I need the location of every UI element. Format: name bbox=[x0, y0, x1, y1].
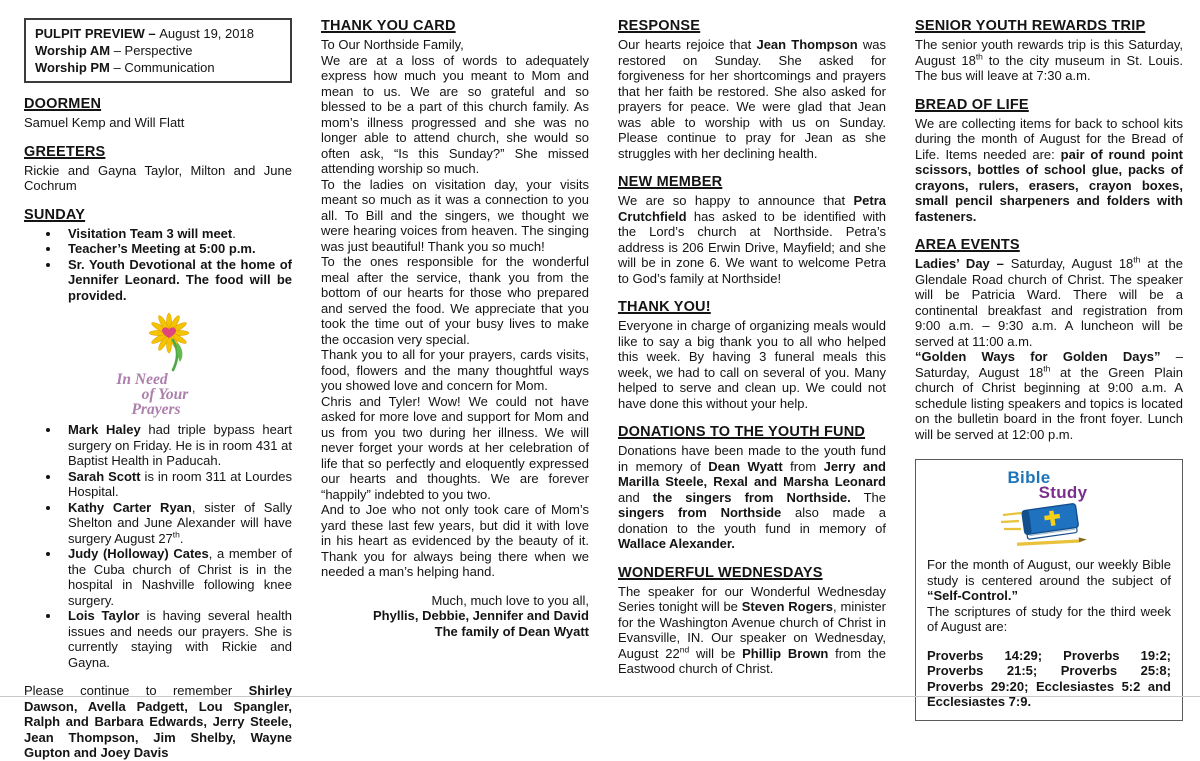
text-run: and bbox=[618, 489, 653, 505]
text-run: at the Green Plain church of Christ beginning at 9:00 a.m. A schedule listing speakers and topics is located on the bulletin board in the front foyer. Lunch will be served at 12:00 p.m. bbox=[915, 364, 1183, 442]
text-run: , minister for the Washington Avenue church of Christ in Evansville, IN. Our speaker on Wednesday, August 22 bbox=[618, 599, 886, 661]
paragraph bbox=[24, 163, 292, 194]
text-run: at the Glendale Road church of Christ. The speaker will be Patricia Ward. There will be a continental breakfast and registration from 9:00 a.m. – 9:30 a.m. A luncheon will be served at 11:00 a.m. bbox=[915, 256, 1183, 349]
superscript: th bbox=[172, 529, 180, 540]
text-run-bold: Jean Thompson bbox=[756, 37, 858, 52]
paragraph bbox=[927, 604, 1171, 635]
text-run: from the Eastwood church of Christ. bbox=[618, 645, 886, 676]
pulpit-preview-box bbox=[24, 18, 292, 83]
text-run-bold: Wallace Alexander. bbox=[618, 536, 735, 551]
bible-book-icon bbox=[999, 503, 1099, 549]
section-heading bbox=[915, 18, 1183, 35]
text-run-bold: singers from Northside bbox=[618, 505, 782, 520]
section-heading-text: GREETERS bbox=[24, 143, 106, 160]
text-run: The scriptures of study for the third week of August are: bbox=[927, 603, 1171, 634]
section-heading-text: DONATIONS TO THE YOUTH FUND bbox=[618, 424, 866, 440]
section-heading-text: SENIOR YOUTH REWARDS TRIP bbox=[915, 18, 1146, 34]
paragraph bbox=[321, 347, 589, 394]
list-item bbox=[61, 257, 292, 304]
list-item bbox=[61, 241, 292, 257]
paragraph bbox=[927, 557, 1171, 604]
section-heading bbox=[321, 18, 589, 35]
section-heading bbox=[915, 97, 1183, 114]
text-run: . bbox=[179, 530, 184, 546]
text-run-bold: the singers from Northside. bbox=[652, 489, 851, 505]
text-run: Chris and Tyler! Wow! We could not have asked for more love and support for Mom and us from you two during her illness. We will never forget your words at her celebration of life that so perfectly and eloquently expressed our hearts and thoughts. We are forever “happily” indebted to you two. bbox=[321, 393, 589, 502]
text-run: is having several health issues and needs our prayers. She is currently staying with Rickie and Gayna. bbox=[68, 608, 292, 670]
paragraph bbox=[321, 608, 589, 624]
section-heading bbox=[618, 424, 886, 441]
text-run-bold: Steven Rogers bbox=[741, 599, 834, 614]
text-run: We are so happy to announce that bbox=[618, 193, 854, 208]
list-item bbox=[61, 226, 292, 242]
text-run bbox=[976, 53, 983, 68]
paragraph bbox=[618, 443, 886, 552]
list-item bbox=[61, 546, 292, 608]
paragraph bbox=[321, 177, 589, 255]
section-heading-text: BREAD OF LIFE bbox=[915, 96, 1029, 113]
text-run-bold: Lois Taylor bbox=[68, 608, 140, 623]
column-2 bbox=[321, 18, 589, 761]
paragraph bbox=[915, 116, 1183, 225]
bible-study-logo bbox=[927, 469, 1171, 549]
paragraph bbox=[321, 254, 589, 347]
text-run-bold: Dean Wyatt bbox=[708, 458, 783, 474]
superscript: th bbox=[1133, 254, 1141, 265]
text-run: is in room 311 at Lourdes Hospital. bbox=[68, 468, 292, 499]
text-run: had triple bypass heart surgery on Friday. He is in room 431 at Baptist Health in Paducah. bbox=[68, 422, 293, 468]
section-heading-text: DOORMEN bbox=[24, 96, 102, 112]
text-run: The speaker for our Wonderful Wednesday Series tonight will be bbox=[618, 583, 886, 614]
text-run-bold: The family of Dean Wyatt bbox=[434, 623, 589, 639]
text-run: The senior youth rewards trip is this Saturday, August 18 bbox=[915, 37, 1183, 68]
section-heading-text: NEW MEMBER bbox=[618, 174, 723, 190]
prayers-caption-line: Prayers bbox=[131, 401, 181, 418]
text-run-bold: Proverbs 14:29; Proverbs 19:2; Proverbs 21:5; Proverbs 25:8; Proverbs 29:20; Ecclesiastes 5:2 and Ecclesiastes 7:9. bbox=[927, 647, 1171, 709]
box-line bbox=[35, 42, 281, 59]
text-run: Please continue to remember bbox=[24, 683, 249, 698]
paragraph bbox=[24, 683, 292, 761]
list-item bbox=[61, 469, 292, 500]
text-run-bold: Phillip Brown bbox=[742, 645, 829, 661]
superscript: nd bbox=[679, 644, 690, 655]
text-run-bold: Worship PM bbox=[35, 60, 114, 75]
text-run-bold: Kathy Carter Ryan bbox=[68, 499, 192, 515]
page-bottom-rule bbox=[0, 696, 1200, 697]
paragraph bbox=[927, 648, 1171, 710]
bullet-list bbox=[24, 422, 292, 670]
section-heading-text: AREA EVENTS bbox=[915, 237, 1020, 253]
text-run: We are at a loss of words to adequately express how much you meant to Mom and mean to us. We are so grateful and so blessed to be a part of this church family. As mom’s illness progressed and she was no longer able to attend church, she would so often ask, “Is this Sunday?” She missed attending worship so much. bbox=[321, 52, 589, 176]
text-run: Rickie and Gayna Taylor, Milton and June Cochrum bbox=[24, 162, 292, 193]
text-run-bold: pair of round point scissors, bottles of school glue, packs of crayons, rulers, erasers, crayon boxes, small pencil sharpeners and folders with fasteners. bbox=[915, 146, 1183, 224]
paragraph bbox=[618, 193, 886, 286]
bible-logo-word: Study bbox=[1038, 483, 1088, 502]
section-heading-text: SUNDAY bbox=[24, 206, 86, 223]
section-heading bbox=[618, 299, 886, 316]
bullet-list bbox=[24, 226, 292, 304]
text-run: Donations have been made to the youth fund in memory of bbox=[618, 443, 886, 474]
text-run: Much, much love to you all, bbox=[431, 592, 589, 608]
text-run bbox=[173, 531, 180, 546]
text-run: The bbox=[850, 489, 886, 505]
list-item bbox=[61, 422, 292, 469]
text-run: To the ladies on visitation day, your visits meant so much as it was a connection to you all. To Bill and the singers, we thought we were hearing voices from heaven. The singing was just beautiful! Thank you so much! bbox=[321, 176, 589, 254]
bible-book-icon-wrap bbox=[927, 503, 1171, 549]
text-run: Everyone in charge of organizing meals would like to say a big thank you to all who helped this week. By having 3 funeral meals this week, we had to call on several of you. Many helped to serve and clean up. We could not have done this without your help. bbox=[618, 318, 886, 411]
text-run: – Communication bbox=[113, 60, 215, 75]
paragraph bbox=[321, 593, 589, 609]
text-run: – Saturday, August 18 bbox=[915, 349, 1183, 380]
list-item bbox=[61, 608, 292, 670]
text-run-bold: “Golden Ways for Golden Days” bbox=[915, 349, 1161, 364]
prayers-caption-line: In Need bbox=[116, 371, 168, 388]
text-run: was restored on Sunday. She asked for forgiveness for her shortcomings and prayers that her faith be restored. She also asked for prayers for peace. We were glad that Jean was able to worship with us on Sunday. Please continue to pray for Jean as she struggles with her declining health. bbox=[618, 37, 887, 161]
box-line bbox=[35, 25, 281, 42]
text-run-bold: Shirley Dawson, Avella Padgett, Lou Spangler, Ralph and Barbara Edwards, Jerry Steele, Jean Thompson, Jim Shelby, Wayne Gupton and Joey Davis bbox=[24, 683, 292, 760]
paragraph bbox=[618, 584, 886, 677]
text-run: , a member of the Cuba church of Christ is in the hospital in Nashville following knee surgery. bbox=[68, 546, 292, 608]
text-run-bold: Worship AM bbox=[35, 43, 114, 58]
text-run: also made a donation to the youth fund in memory of bbox=[618, 505, 887, 536]
text-run: has asked to be identified with the Lord’s church at Northside. Petra’s address is 206 Erwin Drive, Mayfield; and she will be in zone 6. We want to welcome Petra to God’s family at Northside! bbox=[618, 208, 886, 286]
text-run-bold: Judy (Holloway) Cates bbox=[68, 546, 209, 561]
text-run: For the month of August, our weekly Bible study is centered around the subject of bbox=[927, 557, 1171, 588]
text-run-bold: Jerry and Marilla Steele, Rexal and Marsha Leonard bbox=[618, 458, 886, 489]
text-run: , sister of Sally Shelton and June Alexander will have surgery August 27 bbox=[68, 499, 292, 546]
section-heading-text: THANK YOU! bbox=[618, 299, 711, 315]
text-run bbox=[680, 646, 689, 661]
column-1 bbox=[24, 18, 292, 761]
text-run-bold: “Self-Control.” bbox=[927, 588, 1018, 603]
text-run: will be bbox=[689, 645, 743, 661]
text-run-bold: Visitation Team 3 will meet bbox=[68, 225, 233, 241]
text-run-bold: Mark Haley bbox=[68, 422, 141, 437]
paragraph bbox=[915, 37, 1183, 84]
paragraph bbox=[321, 502, 589, 580]
text-run-bold: Phyllis, Debbie, Jennifer and David bbox=[372, 608, 589, 623]
text-run-bold: PULPIT PREVIEW – bbox=[35, 26, 160, 41]
section-heading-text: WONDERFUL WEDNESDAYS bbox=[618, 564, 823, 581]
text-run: To the ones responsible for the wonderful meal after the service, thank you from the bottom of our hearts for those who prepared and served the food. We appreciate that you took the time out of your busy lives to make the occasion very special. bbox=[321, 254, 589, 347]
text-run: To Our Northside Family, bbox=[321, 37, 464, 52]
text-run: Saturday, August 18 bbox=[1010, 256, 1134, 271]
in-need-of-prayers-graphic bbox=[24, 312, 292, 417]
section-heading bbox=[24, 207, 292, 224]
column-3 bbox=[618, 18, 886, 761]
text-run: August 19, 2018 bbox=[159, 26, 254, 41]
list-item bbox=[61, 500, 292, 547]
section-heading-text: RESPONSE bbox=[618, 18, 701, 34]
paragraph bbox=[321, 624, 589, 640]
section-heading bbox=[915, 237, 1183, 254]
section-heading bbox=[24, 144, 292, 161]
text-run-bold: Sr. Youth Devotional at the home of Jennifer Leonard. The food will be provided. bbox=[68, 256, 292, 303]
box-line bbox=[35, 59, 281, 76]
text-run: – Perspective bbox=[113, 43, 193, 58]
superscript: th bbox=[1043, 363, 1051, 374]
text-run: And to Joe who not only took care of Mom’s yard these last few years, but did it with love in his heart as evidenced by the beauty of it. Thank you for always being there when we needed a man’s helping hand. bbox=[321, 502, 589, 579]
text-run: from bbox=[782, 458, 824, 474]
text-run: to the city museum in St. Louis. The bus will leave at 7:30 a.m. bbox=[915, 52, 1183, 83]
flower-icon bbox=[142, 312, 198, 374]
section-heading-text: THANK YOU CARD bbox=[321, 18, 456, 34]
text-run-bold: Ladies’ Day – bbox=[915, 256, 1011, 271]
paragraph bbox=[24, 115, 292, 131]
paragraph bbox=[618, 318, 886, 411]
paragraph bbox=[915, 349, 1183, 442]
text-run: Samuel Kemp and Will Flatt bbox=[24, 115, 185, 130]
text-run-bold: Sarah Scott bbox=[68, 468, 141, 484]
paragraph bbox=[321, 394, 589, 503]
superscript: th bbox=[975, 51, 983, 62]
text-run: . bbox=[232, 225, 236, 241]
section-heading bbox=[24, 96, 292, 113]
bible-logo-word: Bible bbox=[1007, 468, 1051, 487]
bible-study-box bbox=[915, 459, 1183, 721]
text-run: Our hearts rejoice that bbox=[618, 37, 757, 52]
paragraph bbox=[915, 256, 1183, 349]
paragraph bbox=[321, 37, 589, 53]
prayers-caption-line: of Your bbox=[141, 386, 189, 403]
section-heading bbox=[618, 18, 886, 35]
text-run: Thank you to all for your prayers, cards visits, food, flowers and the many thoughtful ways you showed love and concern for Mom. bbox=[321, 347, 589, 393]
text-run: We are collecting items for back to school kits during the month of August for the Bread of Life. Items needed are: bbox=[915, 115, 1183, 162]
prayers-caption bbox=[24, 372, 292, 417]
paragraph bbox=[321, 53, 589, 177]
section-heading bbox=[618, 174, 886, 191]
paragraph bbox=[618, 37, 886, 161]
section-heading bbox=[618, 565, 886, 582]
column-4 bbox=[915, 18, 1183, 761]
text-run-bold: Teacher’s Meeting at 5:00 p.m. bbox=[68, 241, 256, 256]
text-run-bold: Petra Crutchfield bbox=[618, 193, 886, 224]
